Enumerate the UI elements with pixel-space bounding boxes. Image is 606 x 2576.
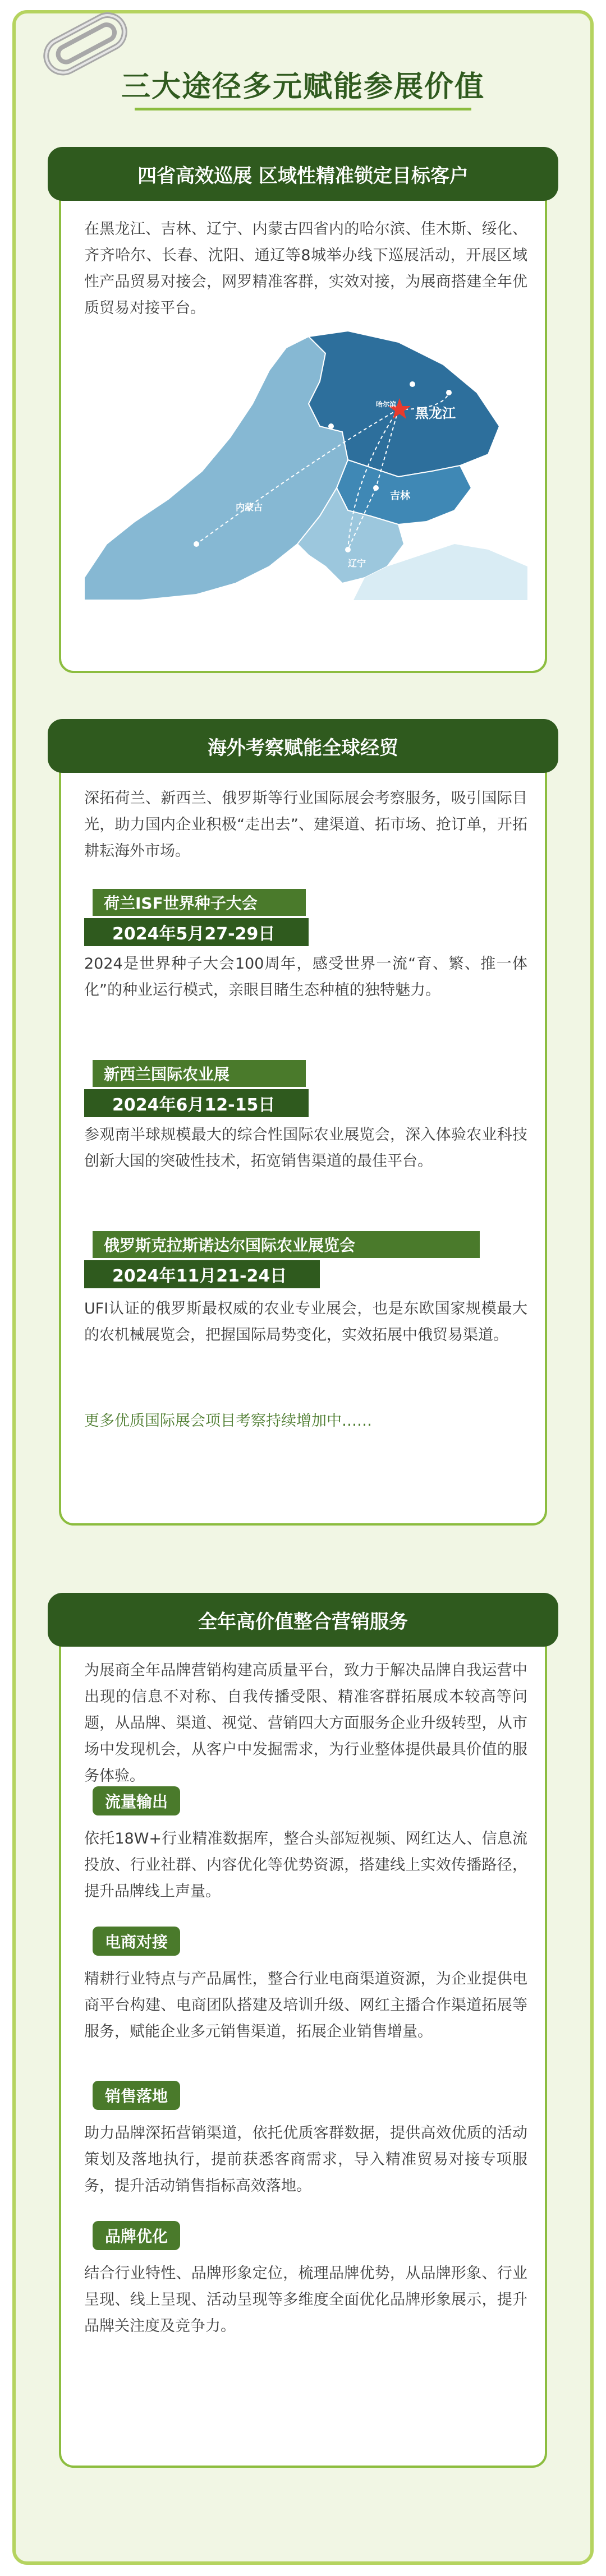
service-desc-brand: 结合行业特性、品牌形象定位，梳理品牌优势，从品牌形象、行业呈现、线上呈现、活动呈现等多维度全面优化品牌形象展示，提升品牌关注度及竞争力。 <box>84 2265 527 2335</box>
service-desc-ecommerce: 精耕行业特点与产品属性，整合行业电商渠道资源，为企业提供电商平台构建、电商团队搭建及培训升级、网红主播合作渠道拓展等服务，赋能企业多元销售渠道，拓展企业销售增量。 <box>84 1970 527 2040</box>
service-label-traffic: 流量输出 <box>93 1786 180 1815</box>
map-label-inner-mongolia: 内蒙古 <box>236 502 263 513</box>
event-name-russia: 俄罗斯克拉斯诺达尔国际农业展览会 <box>93 1231 480 1258</box>
more-events-link[interactable]: 更多优质国际展会项目考察持续增加中…… <box>84 1412 372 1430</box>
event-name-isf: 荷兰ISF世界种子大会 <box>93 889 306 916</box>
map-label-harbin: 哈尔滨 <box>376 400 397 408</box>
section-marketing-header: 全年高价值整合营销服务 <box>48 1593 558 1647</box>
section-roadshow-header: 四省高效巡展 区域性精准锁定目标客户 <box>48 147 558 201</box>
service-desc-traffic: 依托18W+行业精准数据库，整合头部短视频、网红达人、信息流投放、行业社群、内容优化等优势资源，搭建线上实效传播路径，提升品牌线上声量。 <box>84 1830 527 1900</box>
service-desc-sales: 助力品牌深拓营销渠道，依托优质客群数据，提供高效优质的活动策划及落地执行，提前获悉客商需求，导入精准贸易对接专项服务，提升活动销售指标高效落地。 <box>84 2125 527 2195</box>
event-desc-isf: 2024是世界种子大会100周年，感受世界一流“育、繁、推一体化”的种业运行模式，亲眼目睹生态种植的独特魅力。 <box>84 955 527 999</box>
service-label-sales: 销售落地 <box>93 2081 180 2110</box>
map-label-jilin: 吉林 <box>390 490 410 502</box>
event-desc-russia: UFI认证的俄罗斯最权威的农业专业展会，也是东欧国家规模最大的农机械展览会，把握国际局势变化，实效拓展中俄贸易渠道。 <box>84 1300 527 1344</box>
map-label-heilongjiang: 黑龙江 <box>415 405 456 421</box>
northeast-china-map <box>84 331 527 600</box>
section-roadshow-body: 在黑龙江、吉林、辽宁、内蒙古四省内的哈尔滨、佳木斯、绥化、齐齐哈尔、长春、沈阳、通辽等8城举办线下巡展活动，开展区域性产品贸易对接会，网罗精准客群，实效对接，为展商搭建全年优质贸易对接平台。 <box>84 220 527 317</box>
map-label-liaoning: 辽宁 <box>348 558 366 569</box>
page-title: 三大途径多元赋能参展价值 <box>121 70 485 104</box>
section-overseas-header: 海外考察赋能全球经贸 <box>48 719 558 773</box>
event-date-russia: 2024年11月21-24日 <box>84 1260 320 1288</box>
section-overseas-intro: 深拓荷兰、新西兰、俄罗斯等行业国际展会考察服务，吸引国际目光，助力国内企业积极“走出去”、建渠道、拓市场、抢订单，开拓耕耘海外市场。 <box>84 790 527 860</box>
service-label-ecommerce: 电商对接 <box>93 1927 180 1956</box>
event-date-isf: 2024年5月27-29日 <box>84 918 309 946</box>
title-underline <box>135 108 471 110</box>
section-marketing-intro: 为展商全年品牌营销构建高质量平台，致力于解决品牌自我运营中出现的信息不对称、自我传播受限、精准客群拓展成本较高等问题，从品牌、渠道、视觉、营销四大方面服务企业升级转型，从市场中发现机会，从客户中发掘需求，为行业整体提供最具价值的服务体验。 <box>84 1662 527 1785</box>
service-label-brand: 品牌优化 <box>93 2221 180 2250</box>
event-date-nz: 2024年6月12-15日 <box>84 1089 309 1117</box>
event-name-nz: 新西兰国际农业展 <box>93 1060 306 1087</box>
event-desc-nz: 参观南半球规模最大的综合性国际农业展览会，深入体验农业科技创新大国的突破性技术，拓宽销售渠道的最佳平台。 <box>84 1126 527 1170</box>
